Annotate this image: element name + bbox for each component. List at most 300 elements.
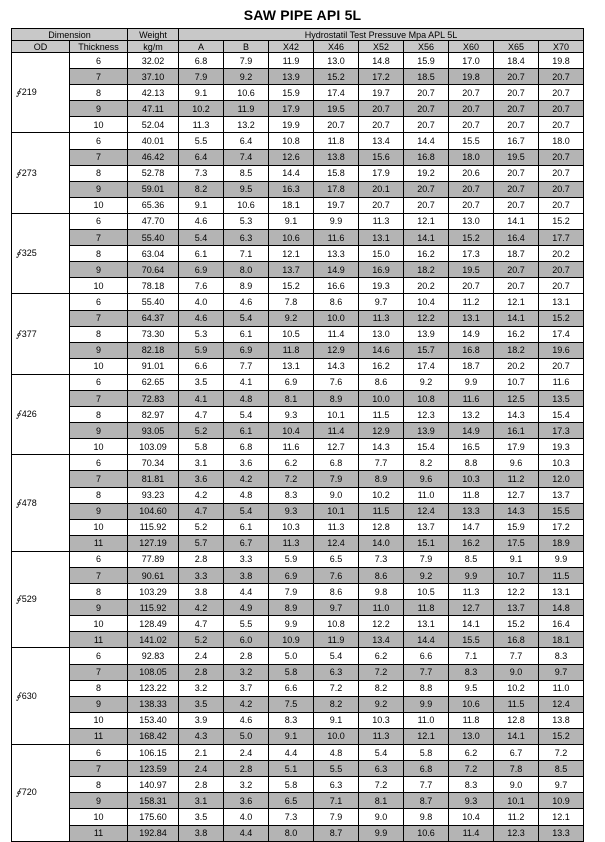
pressure-cell: 20.7 bbox=[359, 117, 404, 133]
pressure-cell: 11.3 bbox=[359, 728, 404, 744]
pressure-cell: 10.3 bbox=[359, 712, 404, 728]
pressure-cell: 4.2 bbox=[224, 471, 269, 487]
pressure-cell: 11.4 bbox=[314, 326, 359, 342]
pressure-cell: 16.7 bbox=[494, 133, 539, 149]
od-cell bbox=[12, 745, 70, 842]
pressure-cell: 4.1 bbox=[224, 374, 269, 390]
pressure-cell: 10.6 bbox=[224, 85, 269, 101]
weight-cell: 70.64 bbox=[128, 262, 179, 278]
diameter-icon: ∮ bbox=[16, 167, 21, 178]
pressure-cell: 9.8 bbox=[404, 809, 449, 825]
table-row bbox=[12, 712, 584, 728]
diameter-icon: ∮ bbox=[16, 497, 21, 508]
pressure-cell: 14.4 bbox=[269, 165, 314, 181]
weight-cell: 72.83 bbox=[128, 390, 179, 406]
pressure-cell: 20.7 bbox=[539, 85, 584, 101]
weight-cell: 47.70 bbox=[128, 213, 179, 229]
pressure-cell: 9.3 bbox=[449, 793, 494, 809]
weight-cell: 123.22 bbox=[128, 680, 179, 696]
thickness-cell: 6 bbox=[70, 455, 128, 471]
pressure-cell: 6.8 bbox=[314, 455, 359, 471]
pressure-cell: 3.1 bbox=[179, 455, 224, 471]
pressure-cell: 14.1 bbox=[494, 310, 539, 326]
pressure-cell: 4.7 bbox=[179, 407, 224, 423]
pressure-cell: 15.5 bbox=[539, 503, 584, 519]
pressure-cell: 2.4 bbox=[224, 745, 269, 761]
weight-cell: 78.18 bbox=[128, 278, 179, 294]
pressure-cell: 12.1 bbox=[494, 294, 539, 310]
pressure-cell: 12.7 bbox=[449, 600, 494, 616]
pressure-cell: 14.3 bbox=[314, 358, 359, 374]
weight-cell: 127.19 bbox=[128, 535, 179, 551]
pressure-cell: 7.9 bbox=[404, 551, 449, 567]
thickness-cell: 8 bbox=[70, 680, 128, 696]
pressure-cell: 5.4 bbox=[224, 310, 269, 326]
od-cell bbox=[12, 133, 70, 213]
thickness-cell: 8 bbox=[70, 777, 128, 793]
pressure-cell: 11.3 bbox=[359, 213, 404, 229]
pressure-cell: 20.7 bbox=[449, 85, 494, 101]
pressure-cell: 14.9 bbox=[449, 423, 494, 439]
pressure-cell: 18.7 bbox=[494, 246, 539, 262]
pressure-cell: 9.3 bbox=[269, 503, 314, 519]
pressure-cell: 15.9 bbox=[404, 53, 449, 69]
pressure-cell: 14.9 bbox=[314, 262, 359, 278]
diameter-icon: ∮ bbox=[16, 328, 21, 339]
diameter-icon: ∮ bbox=[16, 87, 21, 98]
pressure-cell: 9.2 bbox=[404, 374, 449, 390]
pressure-cell: 9.1 bbox=[179, 197, 224, 213]
pressure-cell: 3.8 bbox=[179, 825, 224, 841]
pressure-cell: 9.3 bbox=[269, 407, 314, 423]
pressure-cell: 20.2 bbox=[494, 358, 539, 374]
pressure-cell: 8.6 bbox=[314, 584, 359, 600]
pressure-cell: 18.4 bbox=[494, 53, 539, 69]
pressure-cell: 9.7 bbox=[539, 777, 584, 793]
pressure-cell: 4.4 bbox=[269, 745, 314, 761]
thickness-cell: 9 bbox=[70, 600, 128, 616]
pressure-cell: 13.4 bbox=[359, 632, 404, 648]
diameter-icon: ∮ bbox=[16, 248, 21, 259]
pressure-cell: 9.9 bbox=[269, 616, 314, 632]
pressure-cell: 11.8 bbox=[449, 487, 494, 503]
pressure-cell: 19.8 bbox=[539, 53, 584, 69]
thickness-cell: 7 bbox=[70, 149, 128, 165]
pressure-cell: 10.7 bbox=[494, 374, 539, 390]
pressure-cell: 14.4 bbox=[404, 632, 449, 648]
pressure-cell: 12.9 bbox=[314, 342, 359, 358]
table-row bbox=[12, 696, 584, 712]
header-grade: X46 bbox=[314, 41, 359, 53]
pressure-cell: 8.1 bbox=[359, 793, 404, 809]
weight-cell: 37.10 bbox=[128, 69, 179, 85]
pressure-cell: 16.4 bbox=[494, 230, 539, 246]
pressure-cell: 10.0 bbox=[314, 728, 359, 744]
weight-cell: 32.02 bbox=[128, 53, 179, 69]
pressure-cell: 10.6 bbox=[269, 230, 314, 246]
pressure-cell: 3.3 bbox=[179, 568, 224, 584]
pressure-cell: 11.9 bbox=[314, 632, 359, 648]
thickness-cell: 8 bbox=[70, 246, 128, 262]
pressure-cell: 10.3 bbox=[449, 471, 494, 487]
pressure-cell: 18.5 bbox=[404, 69, 449, 85]
pressure-cell: 8.7 bbox=[404, 793, 449, 809]
pressure-cell: 17.0 bbox=[449, 53, 494, 69]
pressure-cell: 8.1 bbox=[269, 390, 314, 406]
pressure-cell: 6.3 bbox=[314, 664, 359, 680]
pressure-cell: 15.5 bbox=[449, 632, 494, 648]
table-row bbox=[12, 117, 584, 133]
thickness-cell: 6 bbox=[70, 133, 128, 149]
pressure-cell: 13.5 bbox=[539, 390, 584, 406]
pressure-cell: 13.3 bbox=[314, 246, 359, 262]
pressure-cell: 13.8 bbox=[314, 149, 359, 165]
pressure-cell: 7.1 bbox=[314, 793, 359, 809]
pressure-cell: 17.7 bbox=[539, 230, 584, 246]
weight-cell: 64.37 bbox=[128, 310, 179, 326]
od-value: 325 bbox=[21, 248, 37, 259]
pressure-cell: 16.1 bbox=[494, 423, 539, 439]
pressure-cell: 12.3 bbox=[494, 825, 539, 841]
table-row bbox=[12, 551, 584, 567]
pressure-cell: 20.7 bbox=[539, 181, 584, 197]
pressure-cell: 19.5 bbox=[449, 262, 494, 278]
header-grade: A bbox=[179, 41, 224, 53]
pressure-cell: 15.5 bbox=[449, 133, 494, 149]
pressure-cell: 11.9 bbox=[269, 53, 314, 69]
pressure-cell: 13.1 bbox=[539, 294, 584, 310]
pressure-cell: 9.1 bbox=[269, 728, 314, 744]
pressure-cell: 7.3 bbox=[359, 551, 404, 567]
pressure-cell: 15.6 bbox=[359, 149, 404, 165]
table-row bbox=[12, 85, 584, 101]
pressure-cell: 20.7 bbox=[494, 278, 539, 294]
pressure-cell: 4.9 bbox=[224, 600, 269, 616]
pressure-cell: 13.8 bbox=[539, 712, 584, 728]
od-cell bbox=[12, 53, 70, 133]
pressure-cell: 6.2 bbox=[449, 745, 494, 761]
thickness-cell: 9 bbox=[70, 262, 128, 278]
pressure-cell: 12.2 bbox=[404, 310, 449, 326]
pressure-cell: 14.3 bbox=[359, 439, 404, 455]
pressure-cell: 20.7 bbox=[314, 117, 359, 133]
thickness-cell: 10 bbox=[70, 439, 128, 455]
pressure-cell: 6.7 bbox=[494, 745, 539, 761]
thickness-cell: 6 bbox=[70, 294, 128, 310]
pressure-cell: 10.3 bbox=[539, 455, 584, 471]
pressure-cell: 8.2 bbox=[404, 455, 449, 471]
weight-cell: 115.92 bbox=[128, 600, 179, 616]
pressure-cell: 5.3 bbox=[224, 213, 269, 229]
pressure-cell: 6.1 bbox=[224, 519, 269, 535]
pressure-cell: 5.5 bbox=[314, 761, 359, 777]
pressure-cell: 13.2 bbox=[449, 407, 494, 423]
pressure-cell: 13.9 bbox=[404, 326, 449, 342]
pressure-cell: 15.8 bbox=[314, 165, 359, 181]
weight-cell: 106.15 bbox=[128, 745, 179, 761]
pressure-cell: 20.7 bbox=[539, 117, 584, 133]
pressure-cell: 6.6 bbox=[179, 358, 224, 374]
pressure-cell: 18.0 bbox=[539, 133, 584, 149]
pressure-cell: 6.1 bbox=[224, 423, 269, 439]
pressure-cell: 6.9 bbox=[269, 568, 314, 584]
pressure-cell: 10.6 bbox=[224, 197, 269, 213]
thickness-cell: 11 bbox=[70, 825, 128, 841]
pressure-cell: 11.8 bbox=[404, 600, 449, 616]
pressure-cell: 5.2 bbox=[179, 423, 224, 439]
pressure-cell: 11.8 bbox=[269, 342, 314, 358]
thickness-cell: 10 bbox=[70, 117, 128, 133]
weight-cell: 153.40 bbox=[128, 712, 179, 728]
pressure-cell: 3.2 bbox=[179, 680, 224, 696]
pressure-cell: 11.6 bbox=[269, 439, 314, 455]
table-row bbox=[12, 616, 584, 632]
pressure-cell: 2.8 bbox=[179, 551, 224, 567]
weight-cell: 103.09 bbox=[128, 439, 179, 455]
pressure-cell: 3.7 bbox=[224, 680, 269, 696]
pressure-cell: 4.0 bbox=[224, 809, 269, 825]
thickness-cell: 10 bbox=[70, 809, 128, 825]
thickness-cell: 6 bbox=[70, 213, 128, 229]
pressure-cell: 10.0 bbox=[314, 310, 359, 326]
pressure-cell: 12.8 bbox=[494, 712, 539, 728]
weight-cell: 91.01 bbox=[128, 358, 179, 374]
pressure-cell: 9.9 bbox=[449, 374, 494, 390]
pressure-cell: 9.7 bbox=[359, 294, 404, 310]
weight-cell: 52.78 bbox=[128, 165, 179, 181]
pressure-cell: 12.4 bbox=[539, 696, 584, 712]
weight-cell: 46.42 bbox=[128, 149, 179, 165]
pressure-cell: 8.9 bbox=[269, 600, 314, 616]
thickness-cell: 6 bbox=[70, 648, 128, 664]
pressure-cell: 10.1 bbox=[314, 503, 359, 519]
pressure-cell: 9.6 bbox=[404, 471, 449, 487]
pressure-cell: 11.4 bbox=[314, 423, 359, 439]
pressure-cell: 11.3 bbox=[269, 535, 314, 551]
pressure-cell: 7.4 bbox=[224, 149, 269, 165]
pressure-cell: 15.9 bbox=[494, 519, 539, 535]
pressure-cell: 9.2 bbox=[359, 696, 404, 712]
pressure-cell: 18.2 bbox=[494, 342, 539, 358]
pressure-cell: 5.4 bbox=[359, 745, 404, 761]
weight-cell: 82.97 bbox=[128, 407, 179, 423]
od-value: 219 bbox=[21, 87, 37, 98]
pressure-cell: 15.2 bbox=[269, 278, 314, 294]
pressure-cell: 13.0 bbox=[314, 53, 359, 69]
table-row bbox=[12, 600, 584, 616]
header-weight-unit: kg/m bbox=[128, 41, 179, 53]
pressure-cell: 20.7 bbox=[404, 117, 449, 133]
pressure-cell: 2.8 bbox=[224, 761, 269, 777]
pressure-cell: 4.6 bbox=[179, 213, 224, 229]
pressure-cell: 13.1 bbox=[404, 616, 449, 632]
od-value: 426 bbox=[21, 409, 37, 420]
pressure-cell: 13.7 bbox=[494, 600, 539, 616]
pressure-cell: 19.3 bbox=[359, 278, 404, 294]
pressure-cell: 2.1 bbox=[179, 745, 224, 761]
pressure-cell: 4.4 bbox=[224, 584, 269, 600]
table-row bbox=[12, 165, 584, 181]
pressure-cell: 4.6 bbox=[224, 712, 269, 728]
weight-cell: 140.97 bbox=[128, 777, 179, 793]
pressure-cell: 17.9 bbox=[494, 439, 539, 455]
pressure-cell: 9.6 bbox=[494, 455, 539, 471]
pressure-cell: 17.3 bbox=[449, 246, 494, 262]
pressure-cell: 7.9 bbox=[179, 69, 224, 85]
pressure-cell: 13.0 bbox=[449, 213, 494, 229]
pressure-cell: 4.4 bbox=[224, 825, 269, 841]
pressure-cell: 12.7 bbox=[314, 439, 359, 455]
pressure-cell: 7.7 bbox=[224, 358, 269, 374]
od-value: 720 bbox=[21, 787, 37, 798]
table-row bbox=[12, 246, 584, 262]
pressure-cell: 13.3 bbox=[449, 503, 494, 519]
table-row bbox=[12, 69, 584, 85]
table-row bbox=[12, 519, 584, 535]
weight-cell: 175.60 bbox=[128, 809, 179, 825]
pressure-cell: 11.2 bbox=[494, 809, 539, 825]
pressure-cell: 10.7 bbox=[494, 568, 539, 584]
pressure-cell: 7.9 bbox=[269, 584, 314, 600]
pressure-cell: 18.1 bbox=[539, 632, 584, 648]
pressure-cell: 6.2 bbox=[359, 648, 404, 664]
pressure-cell: 6.1 bbox=[179, 246, 224, 262]
pressure-cell: 12.5 bbox=[494, 390, 539, 406]
pressure-cell: 19.5 bbox=[314, 101, 359, 117]
pressure-cell: 12.1 bbox=[539, 809, 584, 825]
pressure-cell: 4.0 bbox=[179, 294, 224, 310]
pressure-cell: 20.1 bbox=[359, 181, 404, 197]
pressure-cell: 3.5 bbox=[179, 374, 224, 390]
pressure-cell: 7.5 bbox=[269, 696, 314, 712]
pressure-cell: 11.8 bbox=[314, 133, 359, 149]
od-cell bbox=[12, 455, 70, 552]
weight-cell: 128.49 bbox=[128, 616, 179, 632]
pressure-cell: 20.7 bbox=[404, 101, 449, 117]
pressure-cell: 16.6 bbox=[314, 278, 359, 294]
pressure-cell: 20.7 bbox=[494, 85, 539, 101]
pressure-cell: 17.4 bbox=[539, 326, 584, 342]
weight-cell: 81.81 bbox=[128, 471, 179, 487]
pressure-cell: 3.5 bbox=[179, 809, 224, 825]
thickness-cell: 7 bbox=[70, 69, 128, 85]
weight-cell: 70.34 bbox=[128, 455, 179, 471]
pressure-cell: 8.9 bbox=[314, 390, 359, 406]
pressure-cell: 6.5 bbox=[314, 551, 359, 567]
pressure-cell: 11.3 bbox=[314, 519, 359, 535]
pressure-cell: 6.8 bbox=[404, 761, 449, 777]
pressure-cell: 8.3 bbox=[449, 777, 494, 793]
thickness-cell: 9 bbox=[70, 503, 128, 519]
weight-cell: 138.33 bbox=[128, 696, 179, 712]
pressure-table bbox=[11, 28, 584, 842]
pressure-cell: 11.8 bbox=[449, 712, 494, 728]
pressure-cell: 4.6 bbox=[179, 310, 224, 326]
pressure-cell: 9.7 bbox=[314, 600, 359, 616]
pressure-cell: 10.0 bbox=[359, 390, 404, 406]
pressure-cell: 11.3 bbox=[179, 117, 224, 133]
pressure-cell: 15.2 bbox=[314, 69, 359, 85]
pressure-cell: 5.8 bbox=[404, 745, 449, 761]
pressure-cell: 3.2 bbox=[224, 777, 269, 793]
thickness-cell: 8 bbox=[70, 85, 128, 101]
pressure-cell: 5.1 bbox=[269, 761, 314, 777]
pressure-cell: 6.3 bbox=[224, 230, 269, 246]
pressure-cell: 11.6 bbox=[449, 390, 494, 406]
header-grade: X56 bbox=[404, 41, 449, 53]
thickness-cell: 9 bbox=[70, 101, 128, 117]
thickness-cell: 10 bbox=[70, 712, 128, 728]
header-grade: X42 bbox=[269, 41, 314, 53]
pressure-cell: 3.8 bbox=[179, 584, 224, 600]
page-title: SAW PIPE API 5L bbox=[243, 7, 362, 23]
thickness-cell: 8 bbox=[70, 407, 128, 423]
pressure-cell: 5.8 bbox=[269, 777, 314, 793]
pressure-cell: 14.8 bbox=[539, 600, 584, 616]
pressure-cell: 15.0 bbox=[359, 246, 404, 262]
pressure-cell: 12.1 bbox=[404, 213, 449, 229]
pressure-cell: 10.1 bbox=[494, 793, 539, 809]
pressure-cell: 10.9 bbox=[269, 632, 314, 648]
table-row bbox=[12, 342, 584, 358]
pressure-cell: 8.9 bbox=[224, 278, 269, 294]
pressure-cell: 8.7 bbox=[314, 825, 359, 841]
pressure-cell: 14.1 bbox=[494, 728, 539, 744]
pressure-cell: 7.9 bbox=[314, 809, 359, 825]
header-grade: X52 bbox=[359, 41, 404, 53]
pressure-cell: 9.5 bbox=[224, 181, 269, 197]
pressure-cell: 17.4 bbox=[404, 358, 449, 374]
table-row bbox=[12, 374, 584, 390]
pressure-cell: 9.0 bbox=[314, 487, 359, 503]
pressure-cell: 14.0 bbox=[359, 535, 404, 551]
thickness-cell: 6 bbox=[70, 374, 128, 390]
pressure-cell: 9.1 bbox=[179, 85, 224, 101]
pressure-cell: 8.2 bbox=[359, 680, 404, 696]
pressure-cell: 15.2 bbox=[539, 728, 584, 744]
thickness-cell: 9 bbox=[70, 696, 128, 712]
pressure-cell: 16.8 bbox=[494, 632, 539, 648]
pressure-cell: 20.7 bbox=[539, 358, 584, 374]
diameter-icon: ∮ bbox=[16, 787, 21, 798]
pressure-cell: 5.3 bbox=[179, 326, 224, 342]
pressure-cell: 10.2 bbox=[494, 680, 539, 696]
pressure-cell: 19.2 bbox=[404, 165, 449, 181]
pressure-cell: 9.9 bbox=[404, 696, 449, 712]
thickness-cell: 9 bbox=[70, 793, 128, 809]
pressure-cell: 11.3 bbox=[359, 310, 404, 326]
pressure-cell: 11.0 bbox=[404, 487, 449, 503]
pressure-cell: 7.6 bbox=[314, 568, 359, 584]
od-value: 529 bbox=[21, 594, 37, 605]
pressure-cell: 5.5 bbox=[179, 133, 224, 149]
pressure-cell: 9.0 bbox=[359, 809, 404, 825]
table-row bbox=[12, 728, 584, 744]
pressure-cell: 19.6 bbox=[539, 342, 584, 358]
header-grade: B bbox=[224, 41, 269, 53]
od-cell bbox=[12, 374, 70, 454]
pressure-cell: 15.2 bbox=[539, 213, 584, 229]
od-cell bbox=[12, 213, 70, 293]
pressure-cell: 5.8 bbox=[269, 664, 314, 680]
pressure-cell: 17.4 bbox=[314, 85, 359, 101]
pressure-cell: 15.7 bbox=[404, 342, 449, 358]
pressure-cell: 20.7 bbox=[494, 165, 539, 181]
thickness-cell: 10 bbox=[70, 616, 128, 632]
pressure-cell: 4.3 bbox=[179, 728, 224, 744]
pressure-cell: 9.9 bbox=[359, 825, 404, 841]
pressure-cell: 20.7 bbox=[494, 197, 539, 213]
